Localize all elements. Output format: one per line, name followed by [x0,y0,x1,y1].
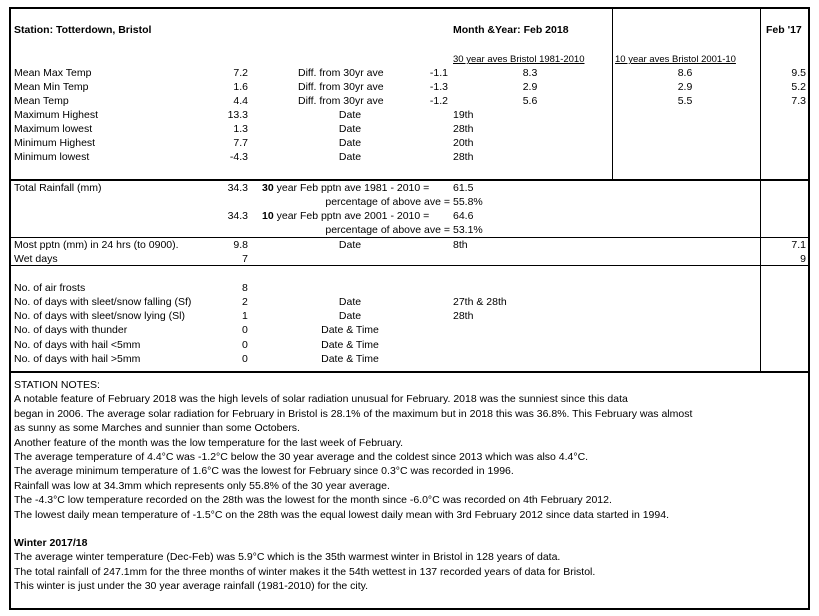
temp-diff: -1.1 [429,67,448,79]
wet-days-prev: 9 [800,253,806,265]
temp-ave30: 2.9 [522,81,538,93]
most-pptn-value: 9.8 [233,239,248,251]
days-value: 0 [242,353,248,365]
winter-line: The total rainfall of 247.1mm for the three months of winter makes it the 54th wettest in 137 recorded years of data for Bristol. [14,565,596,578]
temp-value: 1.6 [233,81,248,93]
rainfall-ave10-value: 64.6 [453,210,474,222]
notes-heading: STATION NOTES: [14,379,100,391]
temp-ave10: 8.6 [677,67,693,79]
notes-line: The average minimum temperature of 1.6°C was the lowest for February since 0.3°C was recorded in 1996. [14,465,514,478]
rainfall-pct-2: 53.1% [453,224,483,236]
most-pptn-prev: 7.1 [791,239,806,251]
extreme-label: Maximum Highest [14,109,99,121]
month-year: Month &Year: Feb 2018 [453,24,569,36]
ave30-text: year Feb pptn ave 1981 - 2010 = [276,182,430,194]
ave30-years: 30 [262,182,274,194]
extreme-date: 28th [453,151,474,163]
extreme-value: -4.3 [229,151,248,163]
temp-ave30: 5.6 [522,95,538,107]
most-pptn-date-label: Date [338,239,362,251]
extreme-label: Minimum lowest [14,151,90,163]
most-pptn-label: Most pptn (mm) in 24 hrs (to 0900). [14,239,179,251]
divider-col-10yr [612,8,613,180]
winter-notes [14,536,804,594]
wet-days-value: 7 [242,253,248,265]
rainfall-pct-label-1: percentage of above ave = [325,196,450,208]
temp-diff-label: Diff. from 30yr ave [298,81,384,93]
extreme-value: 13.3 [227,109,248,121]
days-date-label: Date [338,310,362,322]
days-date: 28th [453,310,474,322]
notes-line: began in 2006. The average solar radiation for February in Bristol is 28.1% of the maximum but in 2018 this was 36.8%. This February was almost [14,407,693,420]
temp-ave10: 2.9 [677,81,693,93]
days-label: No. of days with hail <5mm [14,339,141,351]
temp-ave30: 8.3 [522,67,538,79]
winter-heading: Winter 2017/18 [14,537,88,549]
temp-value: 4.4 [233,95,248,107]
rainfall-ave30-row [262,182,429,195]
extreme-date: 20th [453,137,474,149]
days-value: 8 [242,282,248,294]
days-value: 0 [242,339,248,351]
station-name: Station: Totterdown, Bristol [14,24,152,36]
extreme-value: 1.3 [233,123,248,135]
days-date-label: Date & Time [321,339,379,351]
rainfall-value-2: 34.3 [227,210,248,222]
rainfall-ave10-row [262,210,429,223]
days-value: 0 [242,324,248,336]
extreme-label: Minimum Highest [14,137,96,149]
temp-value: 7.2 [233,67,248,79]
extreme-date-label: Date [338,123,362,135]
temp-label: Mean Temp [14,95,69,107]
days-value: 2 [242,296,248,308]
days-label: No. of days with sleet/snow falling (Sf) [14,296,192,308]
extreme-date: 28th [453,123,474,135]
extreme-date: 19th [453,109,474,121]
divider-most-pptn-top [10,237,809,238]
winter-line: The average winter temperature (Dec-Feb) was 5.9°C which is the 35th warmest winter in Bristol in 128 years of data. [14,551,561,564]
notes-line: Another feature of the month was the low temperature for the last week of February. [14,436,404,449]
days-date-label: Date & Time [321,324,379,336]
notes-line: The average temperature of 4.4°C was -1.2°C below the 30 year average and the coldest since 2013 which was also 4.4°C. [14,451,589,464]
most-pptn-date: 8th [453,239,468,251]
winter-line: This winter is just under the 30 year average rainfall (1981-2010) for the city. [14,580,369,593]
days-value: 1 [242,310,248,322]
ave30-heading: 30 year aves Bristol 1981-2010 [453,54,585,65]
station-notes [14,378,804,522]
temp-ave10: 5.5 [677,95,693,107]
temp-diff: -1.3 [429,81,448,93]
days-label: No. of days with sleet/snow lying (Sl) [14,310,185,322]
temp-diff-label: Diff. from 30yr ave [298,67,384,79]
notes-line: A notable feature of February 2018 was the high levels of solar radiation unusual for February. 2018 was the sunniest since this data [14,393,628,406]
divider-rainfall-top [10,179,809,181]
rainfall-ave30-value: 61.5 [453,182,474,194]
wet-days-label: Wet days [14,253,58,265]
days-date-label: Date [338,296,362,308]
rainfall-label: Total Rainfall (mm) [14,182,102,194]
days-date: 27th & 28th [453,296,507,308]
divider-wet-days-bottom [10,265,809,266]
temp-label: Mean Min Temp [14,81,89,93]
rainfall-pct-1: 55.8% [453,196,483,208]
extreme-date-label: Date [338,151,362,163]
temp-diff: -1.2 [429,95,448,107]
extreme-value: 7.7 [233,137,248,149]
divider-col-prev [760,8,761,372]
divider-notes-top [10,371,809,373]
days-label: No. of air frosts [14,282,86,294]
prev-year-heading: Feb '17 [766,24,802,36]
temp-label: Mean Max Temp [14,67,92,79]
temp-prev: 9.5 [791,67,806,79]
ave10-text: year Feb pptn ave 2001 - 2010 = [276,210,430,222]
temp-prev: 5.2 [791,81,806,93]
extreme-label: Maximum lowest [14,123,93,135]
notes-line: The lowest daily mean temperature of -1.5°C on the 28th was the equal lowest daily mean with 3rd February 2012 since data started in 1994. [14,508,669,521]
days-date-label: Date & Time [321,353,379,365]
ave10-years: 10 [262,210,274,222]
days-label: No. of days with hail >5mm [14,353,141,365]
ave10-heading: 10 year aves Bristol 2001-10 [615,54,736,65]
notes-line: The -4.3°C low temperature recorded on the 28th was the lowest for the month since -6.0°C was recorded on 4th February 2012. [14,494,612,507]
temp-diff-label: Diff. from 30yr ave [298,95,384,107]
notes-line: as sunny as some Marches and sunnier than some Octobers. [14,422,300,435]
rainfall-value-1: 34.3 [227,182,248,194]
days-label: No. of days with thunder [14,324,128,336]
temp-prev: 7.3 [791,95,806,107]
extreme-date-label: Date [338,137,362,149]
extreme-date-label: Date [338,109,362,121]
rainfall-pct-label-2: percentage of above ave = [325,224,450,236]
notes-line: Rainfall was low at 34.3mm which represents only 55.8% of the 30 year average. [14,479,390,492]
